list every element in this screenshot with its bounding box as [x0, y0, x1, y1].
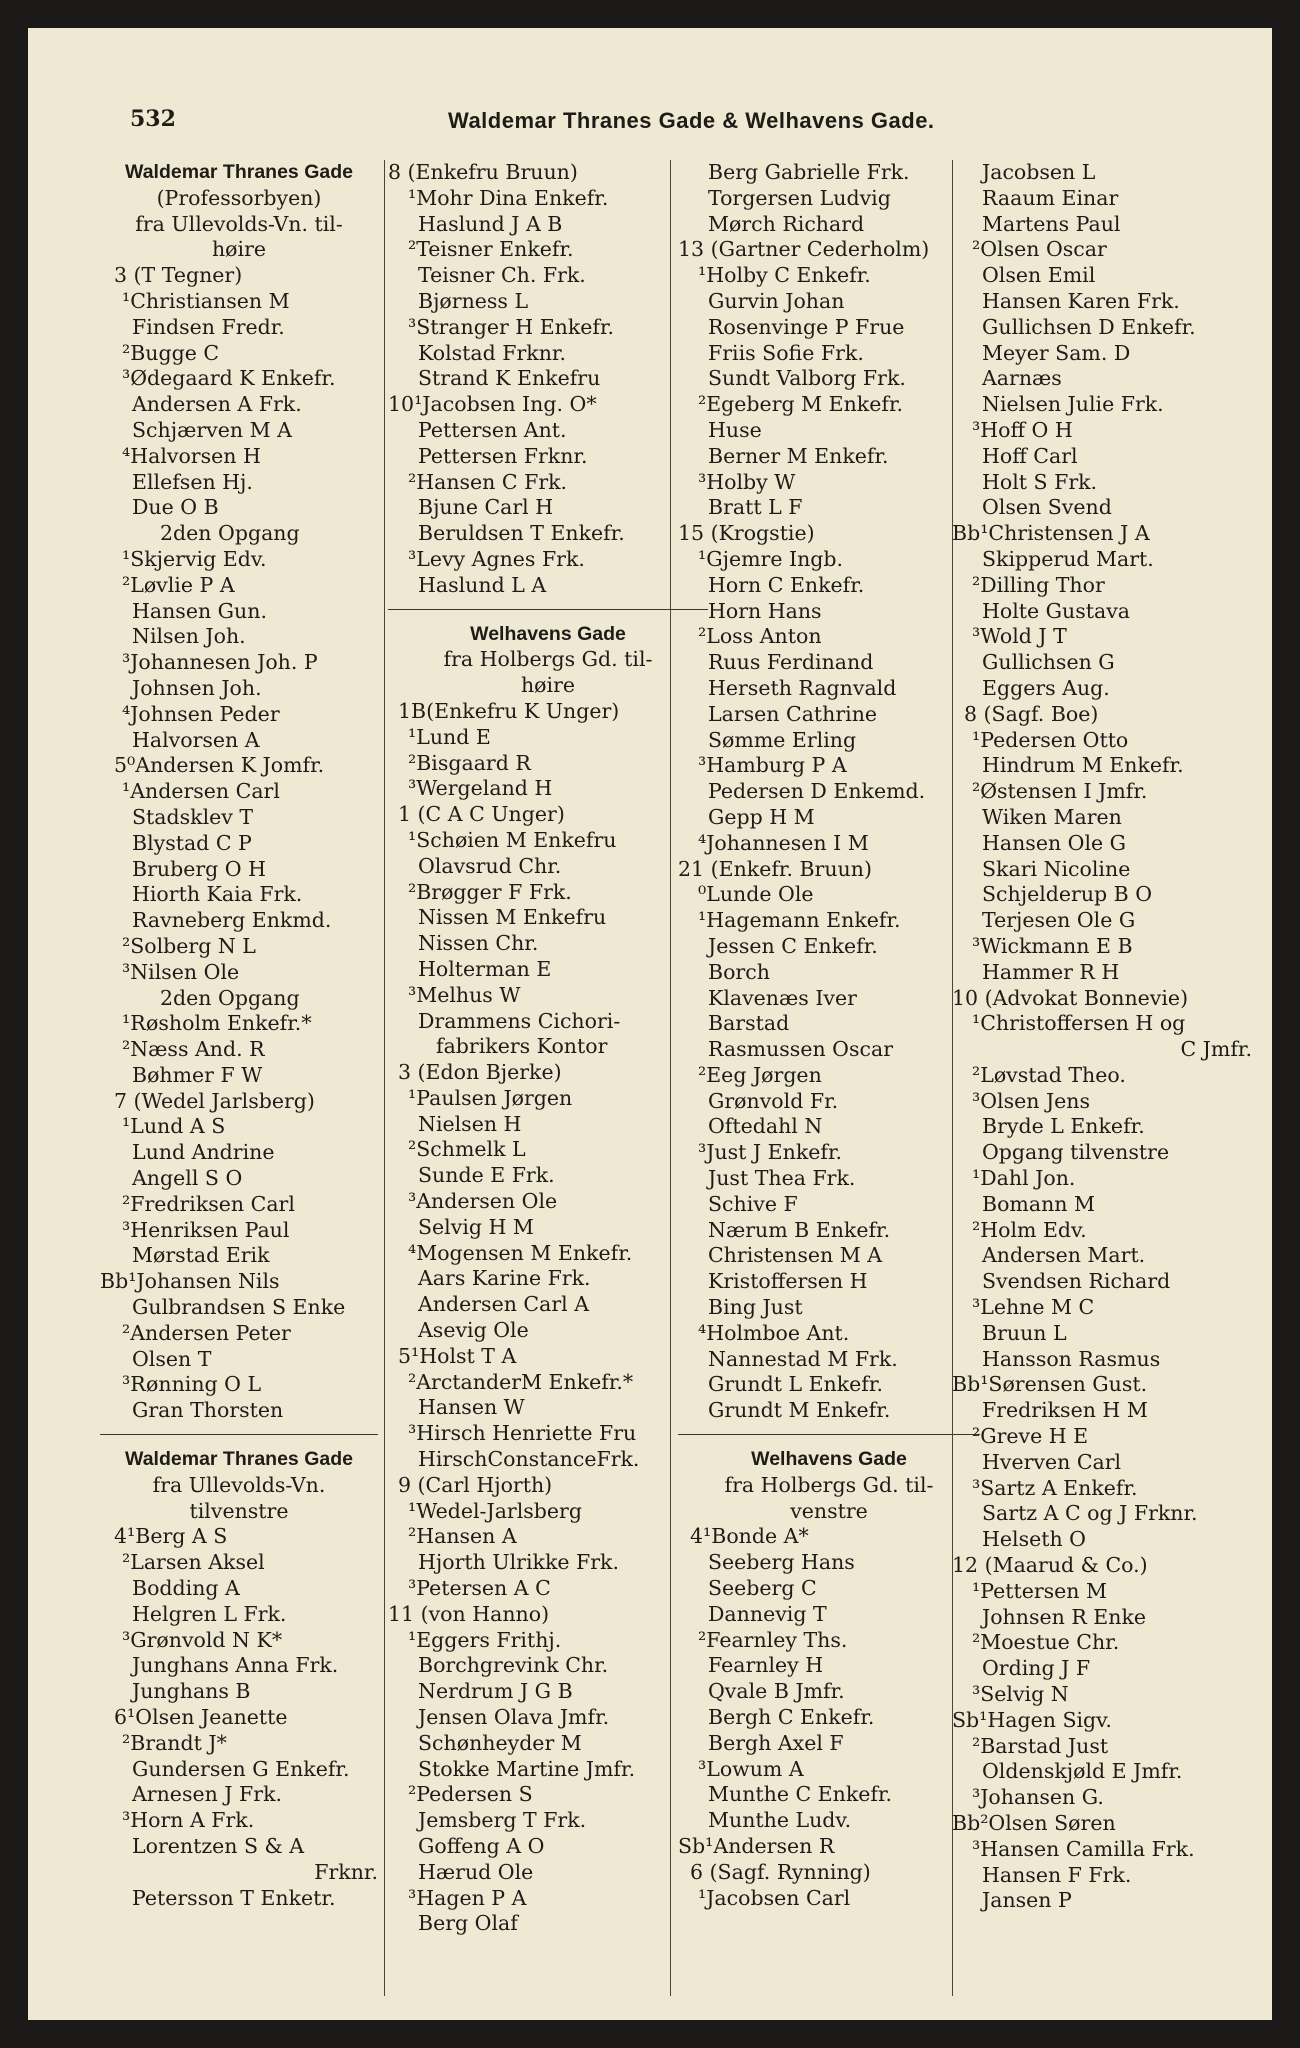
directory-entry: Grundt L Enkefr. [708, 1372, 883, 1397]
directory-entry: ³Olsen Jens [972, 1088, 1091, 1113]
directory-entry: 5⁰Andersen K Jomfr. [114, 753, 325, 778]
directory-entry: fra Ullevolds-Vn. [152, 1472, 326, 1497]
directory-entry: Bb¹Sørensen Gust. [952, 1372, 1148, 1397]
directory-entry: ²Næss And. R [122, 1037, 265, 1062]
directory-entry: HirschConstanceFrk. [418, 1447, 640, 1472]
directory-entry: Mørstad Erik [132, 1243, 270, 1268]
directory-entry: Pettersen Frknr. [418, 443, 588, 468]
column-divider [384, 160, 385, 1996]
directory-entry: Gurvin Johan [708, 288, 845, 313]
directory-entry: Lund Andrine [132, 1140, 275, 1165]
directory-entry: ³Lowum A [698, 1756, 804, 1781]
directory-entry: Lorentzen S & A [132, 1834, 305, 1858]
directory-entry: Wiken Maren [982, 804, 1122, 829]
directory-entry: Larsen Cathrine [708, 701, 878, 726]
directory-entry: ³Hansen Camilla Frk. [972, 1836, 1195, 1861]
directory-entry: Hansson Rasmus [982, 1346, 1161, 1371]
directory-entry: Nissen M Enkefru [418, 905, 607, 930]
directory-entry: 10 (Advokat Bonnevie) [952, 985, 1189, 1010]
directory-entry: Raaum Einar [982, 185, 1119, 210]
directory-entry: ³Hoff O H [972, 417, 1073, 442]
directory-entry: 15 (Krogstie) [678, 521, 815, 546]
directory-entry: Hoff Carl [982, 443, 1078, 468]
directory-entry: Hansen W [418, 1395, 525, 1420]
directory-entry: Qvale B Jmfr. [708, 1679, 845, 1704]
directory-entry: Holterman E [418, 956, 552, 981]
directory-entry: ³Just J Enkefr. [698, 1140, 843, 1165]
directory-entry: ³Hamburg P A [698, 753, 847, 778]
directory-entry: ³Johannesen Joh. P [122, 650, 318, 675]
directory-entry: 7 (Wedel Jarlsberg) [114, 1088, 315, 1113]
directory-entry: Bergh C Enkefr. [708, 1705, 875, 1730]
directory-entry: ²Bugge C [122, 340, 220, 365]
directory-entry: Sb¹Hagen Sigv. [952, 1707, 1112, 1732]
directory-entry: fra Holbergs Gd. til- [724, 1472, 934, 1497]
directory-entry: Sømme Erling [708, 727, 857, 752]
directory-entry: ²Dilling Thor [972, 572, 1105, 597]
directory-entry: Hansen Karen Frk. [982, 288, 1180, 313]
directory-entry: Jensen Olava Jmfr. [418, 1705, 610, 1730]
directory-entry: Hammer R H [982, 959, 1120, 984]
directory-entry: Angell S O [132, 1166, 243, 1191]
page-number: 532 [130, 106, 176, 132]
directory-entry: ¹Pettersen M [972, 1578, 1107, 1603]
directory-entry: ⁴Johnsen Peder [122, 701, 280, 726]
directory-entry: fra Ullevolds-Vn. til- [135, 211, 343, 236]
directory-entry: Nannestad M Frk. [708, 1346, 898, 1371]
directory-entry: Oftedahl N [708, 1114, 823, 1139]
directory-entry: Olsen T [132, 1346, 212, 1371]
directory-entry: Arnesen J Frk. [132, 1782, 283, 1807]
directory-entry: Berner M Enkefr. [708, 443, 889, 468]
directory-entry: Pettersen Ant. [418, 417, 567, 442]
directory-entry: Bodding A [132, 1576, 240, 1601]
directory-entry: Terjesen Ole G [982, 908, 1136, 933]
directory-entry: ⁴Mogensen M Enkefr. [408, 1240, 633, 1265]
directory-entry: ¹Christiansen M [122, 288, 290, 313]
directory-entry: ³Nilsen Ole [122, 959, 240, 984]
directory-entry: Johnsen Joh. [132, 675, 262, 700]
directory-entry: Schive F [708, 1191, 798, 1216]
directory-entry: ²Hansen C Frk. [408, 469, 568, 494]
directory-entry: Bergh Axel F [708, 1730, 844, 1755]
directory-entry: ²Hansen A [408, 1524, 517, 1549]
directory-entry: Gullichsen D Enkefr. [982, 314, 1196, 339]
directory-entry: Nissen Chr. [418, 931, 539, 956]
directory-entry: Sb¹Andersen R [678, 1834, 835, 1858]
directory-entry: 1B(Enkefru K Unger) [398, 698, 620, 723]
directory-entry: ³Rønning O L [122, 1372, 262, 1397]
directory-entry: ²Egeberg M Enkefr. [698, 392, 904, 417]
directory-entry: ²Barstad Just [972, 1733, 1109, 1758]
directory-entry: Fearnley H [708, 1653, 824, 1678]
directory-entry: Junghans B [132, 1679, 251, 1704]
directory-entry: Beruldsen T Enkefr. [418, 521, 625, 546]
directory-entry: 13 (Gartner Cederholm) [678, 237, 930, 262]
directory-entry: Ellefsen Hj. [132, 469, 253, 494]
directory-entry: Herseth Ragnvald [708, 675, 897, 700]
directory-entry: Kolstad Frknr. [418, 340, 566, 365]
directory-entry: Schjelderup B O [982, 882, 1153, 907]
directory-entry: Nerdrum J G B [418, 1679, 573, 1704]
directory-entry: ³Hirsch Henriette Fru [408, 1421, 637, 1446]
directory-entry: ²Eeg Jørgen [698, 1062, 822, 1087]
directory-entry: Asevig Ole [418, 1318, 529, 1343]
directory-entry: Bjune Carl H [418, 495, 554, 520]
directory-entry: Haslund L A [418, 572, 547, 597]
directory-entry: ²Schmelk L [408, 1137, 526, 1162]
directory-entry: Bomann M [982, 1191, 1095, 1216]
directory-entry: Olavsrud Chr. [418, 853, 562, 878]
column-divider [670, 160, 671, 1996]
directory-entry: Due O B [132, 495, 219, 520]
directory-entry: Bjørness L [418, 288, 529, 313]
directory-entry: ³Petersen A C [408, 1576, 551, 1601]
directory-entry: Nilsen Joh. [132, 624, 246, 649]
directory-entry: ¹Paulsen Jørgen [408, 1085, 573, 1110]
directory-entry: ¹Lund E [408, 724, 491, 749]
directory-entry: Horn C Enkefr. [708, 572, 865, 597]
directory-entry: 4¹Berg A S [114, 1524, 228, 1549]
directory-entry: Aarnæs [982, 366, 1062, 391]
directory-entry: Bb¹Christensen J A [952, 521, 1150, 546]
directory-entry: ³Melhus W [408, 982, 521, 1007]
directory-entry: 12 (Maarud & Co.) [952, 1553, 1148, 1578]
column-2 [388, 160, 708, 1937]
directory-entry: Hansen Ole G [982, 830, 1127, 855]
directory-entry: Gran Thorsten [132, 1398, 284, 1423]
directory-entry: Hjorth Ulrikke Frk. [418, 1550, 619, 1575]
directory-entry: Petersson T Enketr. [132, 1885, 336, 1910]
directory-entry: ³Grønvold N K* [122, 1627, 283, 1652]
directory-entry: Pedersen D Enkemd. [708, 779, 926, 804]
directory-entry: Opgang tilvenstre [982, 1140, 1170, 1165]
directory-entry: Friis Sofie Frk. [708, 340, 864, 365]
directory-entry: Martens Paul [982, 211, 1121, 236]
column-4 [952, 160, 1252, 1914]
directory-entry: 6¹Olsen Jeanette [114, 1705, 288, 1730]
directory-entry: ⁴Johannesen I M [698, 830, 869, 855]
street-heading: Waldemar Thranes Gade [125, 1448, 353, 1471]
directory-entry: ³Hagen P A [408, 1885, 527, 1910]
directory-entry: ¹Lund A S [122, 1114, 226, 1139]
directory-entry: ²Brandt J* [122, 1730, 227, 1755]
directory-entry: ²Olsen Oscar [972, 237, 1107, 262]
directory-entry: Junghans Anna Frk. [132, 1653, 339, 1678]
directory-entry: Berg Olaf [418, 1911, 518, 1936]
directory-entry: Andersen Carl A [418, 1292, 590, 1317]
directory-entry: Johnsen R Enke [982, 1604, 1147, 1629]
running-title: Waldemar Thranes Gade & Welhavens Gade. [448, 108, 935, 133]
directory-entry: tilvenstre [189, 1498, 289, 1523]
directory-entry: Nielsen Julie Frk. [982, 392, 1164, 417]
directory-entry: Andersen Mart. [982, 1243, 1146, 1268]
directory-entry: Hindrum M Enkefr. [982, 753, 1184, 778]
directory-entry: Hverven Carl [982, 1449, 1122, 1474]
directory-entry: ²Larsen Aksel [122, 1550, 265, 1575]
directory-entry: Hansen Gun. [132, 598, 267, 623]
directory-entry: (Professorbyen) [156, 185, 322, 210]
directory-entry: Torgersen Ludvig [708, 185, 891, 210]
directory-entry: ²Moestue Chr. [972, 1630, 1120, 1655]
directory-entry: Skipperud Mart. [982, 546, 1154, 571]
directory-entry: Gundersen G Enkefr. [132, 1756, 350, 1781]
section-rule [100, 1434, 378, 1435]
directory-entry: ⁴Halvorsen H [122, 443, 261, 468]
directory-entry: fra Holbergs Gd. til- [443, 647, 653, 672]
directory-entry: Drammens Cichori- [418, 1008, 621, 1033]
directory-entry: Seeberg C [708, 1576, 817, 1601]
directory-entry: Dannevig T [708, 1601, 827, 1626]
directory-entry: Blystad C P [132, 830, 252, 855]
directory-entry: ¹Pedersen Otto [972, 727, 1129, 752]
directory-entry: ³Selvig N [972, 1682, 1069, 1707]
directory-entry: 8 (Enkefru Bruun) [388, 160, 578, 184]
directory-entry: Olsen Emil [982, 263, 1096, 288]
directory-entry: ²Løvstad Theo. [972, 1062, 1126, 1087]
directory-entry: Helseth O [982, 1527, 1086, 1552]
directory-entry: Rosenvinge P Frue [708, 314, 905, 339]
directory-entry: Berg Gabrielle Frk. [708, 160, 910, 184]
directory-entry: Halvorsen A [132, 727, 260, 752]
directory-entry: 2den Opgang [160, 521, 300, 546]
directory-entry: Horn Hans [708, 598, 822, 623]
directory-entry: ²Holm Edv. [972, 1217, 1087, 1242]
directory-entry: høire [211, 237, 267, 262]
directory-entry: ²Greve H E [972, 1424, 1089, 1449]
directory-entry: ²Løvlie P A [122, 572, 235, 597]
directory-entry: Kristoffersen H [708, 1269, 868, 1294]
directory-entry: ¹Dahl Jon. [972, 1166, 1076, 1191]
directory-entry: Svendsen Richard [982, 1269, 1171, 1294]
directory-entry: 9 (Carl Hjorth) [398, 1472, 553, 1497]
directory-entry: Oldenskjøld E Jmfr. [982, 1759, 1183, 1784]
section-rule [678, 1434, 980, 1435]
directory-entry: 3 (T Tegner) [114, 263, 243, 288]
directory-entry: Munthe Ludv. [708, 1808, 852, 1833]
directory-entry: Aars Karine Frk. [418, 1266, 591, 1291]
directory-entry: Bb¹Johansen Nils [100, 1269, 280, 1294]
directory-entry: Grønvold Fr. [708, 1088, 839, 1113]
directory-entry: Bruun L [982, 1320, 1067, 1345]
directory-entry: Borchgrevink Chr. [418, 1653, 609, 1678]
directory-entry: ¹Gjemre Ingb. [698, 546, 844, 571]
directory-entry: Eggers Aug. [982, 675, 1110, 700]
directory-entry: Munthe C Enkefr. [708, 1782, 893, 1807]
directory-entry: ¹Holby C Enkefr. [698, 263, 871, 288]
directory-entry: ¹Skjervig Edv. [122, 546, 267, 571]
directory-entry: Gulbrandsen S Enke [132, 1295, 346, 1320]
directory-entry: Seeberg Hans [708, 1550, 855, 1575]
directory-entry: ¹Mohr Dina Enkefr. [408, 185, 609, 210]
directory-entry: Fredriksen H M [982, 1398, 1148, 1423]
directory-entry: Hiorth Kaia Frk. [132, 882, 303, 907]
directory-entry: Just Thea Frk. [708, 1166, 856, 1191]
directory-entry: Skari Nicoline [982, 856, 1131, 881]
directory-entry: venstre [790, 1498, 868, 1523]
directory-entry: Olsen Svend [982, 495, 1112, 520]
street-heading: Welhavens Gade [470, 622, 626, 645]
directory-entry: Frknr. [314, 1859, 378, 1884]
directory-entry: Ravneberg Enkmd. [132, 908, 332, 933]
directory-entry: ³Wickmann E B [972, 933, 1133, 958]
directory-entry: Hansen F Frk. [982, 1862, 1132, 1887]
directory-entry: Selvig H M [418, 1214, 534, 1239]
directory-entry: Meyer Sam. D [982, 340, 1131, 365]
directory-entry: ³Levy Agnes Frk. [408, 546, 585, 571]
directory-entry: Huse [708, 417, 762, 442]
directory-entry: ³Johansen G. [972, 1785, 1104, 1810]
directory-entry: ²Østensen I Jmfr. [972, 779, 1148, 804]
directory-entry: ¹Jacobsen Carl [698, 1885, 851, 1910]
directory-entry: Jemsberg T Frk. [418, 1808, 587, 1833]
directory-entry: fabrikers Kontor [436, 1034, 608, 1059]
directory-entry: Schønheyder M [418, 1730, 582, 1755]
directory-entry: ²Bisgaard R [408, 750, 531, 775]
directory-entry: Haslund J A B [418, 211, 563, 236]
directory-entry: Bing Just [708, 1295, 803, 1320]
directory-entry: 11 (von Hanno) [388, 1601, 550, 1626]
directory-entry: 4¹Bonde A* [690, 1524, 809, 1549]
directory-entry: Ording J F [982, 1656, 1091, 1681]
directory-entry: ²Brøgger F Frk. [408, 879, 572, 904]
directory-entry: ³Horn A Frk. [122, 1808, 255, 1833]
directory-entry: Goffeng A O [418, 1834, 545, 1858]
street-heading: Welhavens Gade [751, 1448, 907, 1471]
directory-entry: 10¹Jacobsen Ing. O* [388, 392, 597, 417]
directory-entry: Bratt L F [708, 495, 803, 520]
directory-entry: ²Pedersen S [408, 1782, 533, 1807]
section-rule [388, 609, 708, 610]
directory-entry: Jessen C Enkefr. [708, 933, 878, 958]
directory-entry: Stokke Martine Jmfr. [418, 1756, 636, 1781]
directory-entry: Bb²Olsen Søren [952, 1811, 1116, 1835]
directory-entry: Andersen A Frk. [132, 392, 302, 417]
directory-entry: Gullichsen G [982, 650, 1115, 675]
directory-entry: Jacobsen L [982, 160, 1096, 184]
directory-entry: ³Stranger H Enkefr. [408, 314, 615, 339]
directory-entry: ¹Schøien M Enkefru [408, 827, 617, 852]
directory-entry: 6 (Sagf. Rynning) [690, 1859, 871, 1884]
directory-entry: høire [520, 673, 576, 698]
directory-entry: Bryde L Enkefr. [982, 1114, 1145, 1139]
directory-entry: Ruus Ferdinand [708, 650, 874, 675]
directory-entry: Holte Gustava [982, 598, 1131, 623]
directory-entry: Borch [708, 959, 770, 984]
directory-entry: Sunde E Frk. [418, 1163, 555, 1188]
directory-entry: Sartz A C og J Frknr. [982, 1501, 1198, 1526]
directory-entry: ²Fredriksen Carl [122, 1191, 295, 1216]
street-heading: Waldemar Thranes Gade [125, 161, 353, 183]
directory-entry: Bøhmer F W [132, 1062, 263, 1087]
directory-entry: Mørch Richard [708, 211, 865, 236]
directory-entry: ²Andersen Peter [122, 1320, 291, 1345]
directory-entry: Nielsen H [418, 1111, 522, 1136]
directory-entry: Jansen P [982, 1888, 1072, 1913]
directory-page [28, 28, 1272, 2020]
directory-entry: ³Sartz A Enkefr. [972, 1475, 1138, 1500]
directory-entry: 21 (Enkefr. Bruun) [678, 856, 872, 881]
directory-entry: 5¹Holst T A [398, 1343, 517, 1368]
directory-entry: ³Lehne M C [972, 1295, 1095, 1320]
directory-entry: ⁴Holmboe Ant. [698, 1320, 850, 1345]
directory-entry: Nærum B Enkefr. [708, 1217, 891, 1242]
directory-entry: Christensen M A [708, 1243, 883, 1268]
directory-entry: 3 (Edon Bjerke) [398, 1060, 562, 1085]
directory-entry: C Jmfr. [1180, 1037, 1252, 1062]
directory-entry: ³Henriksen Paul [122, 1217, 290, 1242]
directory-entry: ²Loss Anton [698, 624, 822, 649]
directory-entry: ¹Eggers Frithj. [408, 1627, 562, 1652]
directory-entry: Findsen Fredr. [132, 314, 285, 339]
directory-entry: ¹Christoffersen H og [972, 1011, 1186, 1036]
directory-entry: ¹Røsholm Enkefr.* [122, 1011, 312, 1036]
column-1 [100, 160, 378, 1911]
directory-entry: 8 (Sagf. Boe) [964, 701, 1099, 726]
directory-entry: Holt S Frk. [982, 469, 1098, 494]
directory-entry: Sundt Valborg Frk. [708, 366, 906, 391]
directory-entry: ³Wergeland H [408, 776, 553, 801]
directory-entry: 2den Opgang [160, 985, 300, 1010]
directory-entry: Helgren L Frk. [132, 1601, 287, 1626]
directory-entry: ⁰Lunde Ole [698, 882, 814, 907]
directory-entry: ²Fearnley Ths. [698, 1627, 848, 1652]
directory-entry: Barstad [708, 1011, 790, 1036]
directory-entry: Stadsklev T [132, 804, 254, 829]
directory-entry: ¹Wedel-Jarlsberg [408, 1498, 582, 1523]
directory-entry: Rasmussen Oscar [708, 1037, 894, 1062]
directory-entry: ³Wold J T [972, 624, 1067, 649]
directory-entry: ³Andersen Ole [408, 1189, 558, 1214]
directory-entry: ³Holby W [698, 469, 796, 494]
directory-entry: ²Solberg N L [122, 933, 256, 958]
directory-entry: Strand K Enkefru [418, 366, 601, 391]
directory-entry: Teisner Ch. Frk. [418, 263, 586, 288]
directory-entry: ²Teisner Enkefr. [408, 237, 574, 262]
directory-entry: Gepp H M [708, 804, 815, 829]
directory-entry: ³Ødegaard K Enkefr. [122, 366, 336, 391]
directory-entry: ¹Hagemann Enkefr. [698, 908, 901, 933]
directory-entry: Schjærven M A [132, 417, 292, 442]
column-3 [678, 160, 980, 1911]
directory-entry: Hærud Ole [418, 1859, 534, 1884]
directory-entry: Bruberg O H [132, 856, 266, 881]
directory-entry: ²ArctanderM Enkefr.* [408, 1369, 634, 1394]
directory-entry: Grundt M Enkefr. [708, 1398, 891, 1423]
directory-entry: ¹Andersen Carl [122, 779, 280, 804]
directory-entry: Klavenæs Iver [708, 985, 857, 1010]
directory-entry: 1 (C A C Unger) [398, 802, 565, 827]
